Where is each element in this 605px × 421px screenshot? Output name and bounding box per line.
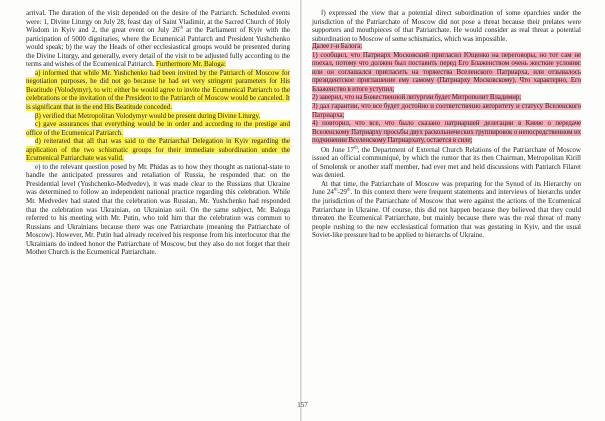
item-a: a) informed that while Mr. Yushchenko had been invited by the Patriarch of Moscow for negotiation purposes, he did not go because he had set very stringent parameters for His Beatitude (Volodymyr), to wit: either he would agree to invite the Ecumenical Patriarch to the celebrations or the invitation of the President to the Patriarch of Moscow would be canceled. It is significant that in the end His Beatitude conceded. xyxy=(26,68,290,112)
ru-item-4: 4) повторил, что все, что было сказано патриаршей делегации в Киеве о передаче Вселенскому Патриарху просьбы двух раскольнических группировок о непосредственном их подчинении Вселенскому Патриархату, остается в силе; xyxy=(312,120,581,145)
ru-item-3: 3) дал гарантии, что все будет достойно и соответственно авторитету и статусу Вселенского Патриарха; xyxy=(312,103,581,119)
ru-heading: Далее г-н Балога: xyxy=(312,43,363,51)
paragraph-synod: At that time, the Patriarchate of Moscow was preparing for the Synod of its Hierarchy on June 24th-29th. In this context there were frequent statements and interviews of hierarchs under the jurisdiction of the Patriarchate of Moscow that were against the actions of the Ecumenical Patriarchate in Ukraine. Of course, this did not happen because they believed that they could threaten the Ecumenical Patriarchate, but mainly because there was the real threat of many people rushing to the new ecclesiastical formation that was gestating in Kyiv, and the usual Soviet-like pressure had to be applied to hierarchs of Ukraine. xyxy=(312,179,582,240)
ru-item-1: 1) сообщил, что Патриарх Московский пригласил Ющенко на переговоры, но тот сам не поехал, потому что должен был поставить перед Его Блаженством очень жесткие условия: или он соглашался пригласить на торжества Вселенского Патриарха, или отзывалось президентское приглашение ему самому (Патриарху Московскому). Что характерно, Его Блаженство в итоге уступил; xyxy=(312,51,581,93)
ru-item-2: 2) заверил, что на Божественной литургии будет Митрополит Владимир; xyxy=(312,94,522,102)
item-c: c) gave assurances that everything would be in order and according to the prestige and office of the Ecumenical Patriarch. xyxy=(26,120,290,137)
paragraph-june-17: On June 17th, the Department of External Church Relations of the Patriarchate of Moscow issued an official communiqué, by which the rumor that its then Chairman, Metropolitan Kirill of Smolensk or another staff member, had ever met and held discussions with Patriarch Filaret was denied. xyxy=(312,144,581,180)
right-page xyxy=(302,0,605,421)
item-e: e) to the relevant question posed by Mr. Phidas as to how they thought as national-state to handle the anticipated pressures and retaliation of Russia, he responded that: on the Presidential level (Yushchenko-Medvedev), it was made clear to the Russians that Ukraine was determined to follow an independent national practice regarding this celebration. While Mr. Medvedev had stated that the celebration was Russian, Mr. Yushchenko had responded that the celebration was Ukrainian, on Ukrainian soil. On the same subject, Mr. Baloga referred to his meeting with Mr. Putin, who told him that the celebration was common to Russians and Ukrainians because there was one Patriarchate (meaning the Patriarchate of Moscow). However, Mr. Putin had already received his response from his interlocutor that the Ukrainians do indeed honor the Patriarchate of Moscow, but they also do not forget that their Mother Church is the Ecumenical Patriarchate. xyxy=(26,162,290,257)
russian-highlighted-block xyxy=(312,43,581,146)
left-page-text xyxy=(26,9,290,257)
right-page-text xyxy=(312,9,581,240)
page-number: 157 xyxy=(297,401,308,409)
highlight-baloga-intro: Furthermore Mr. Baloga: xyxy=(156,60,226,69)
item-b: β) verified that Metropolitan Volodymyr would be present during Divine Liturgy. xyxy=(35,111,261,120)
item-f: f) expressed the view that a potential direct subordination of some eparchies under the jurisdiction of the Patriarchate of Moscow did not pose a threat because their prelates were supporters and mouthpieces of that Patriarchate. He would consider as real threat a potential subordination to Moscow of some schismatics, which was impossible. xyxy=(312,9,581,43)
item-d: d) reiterated that all that was said to the Patriarchal Delegation in Kyiv regarding the application of the two schismatic groups for their immediate subordination under the Ecumenical Patriarchate was valid. xyxy=(26,137,290,163)
paragraph-arrival: arrival. The duration of the visit depended on the desire of the Patriarch. Scheduled events were: 1, Divine Liturgy on July 28, feast day of Saint Vladimir, at the Sacred Church of Holy Wisdom in Kyiv and 2, the great event on July 26th at the Parliament of Kyiv with the participation of 5000 dignitaries, where the Ecumenical Patriarch and President Yushchenko would speak; b) the way the Heads of other ecclesiastical groups would be presented during the Divine Liturgy, and generally, every detail of the visit to be adjusted fully according to the terms and wishes of the Ecumenical Patriarch. Furthermore Mr. Baloga: xyxy=(26,9,290,69)
left-page xyxy=(0,0,300,421)
